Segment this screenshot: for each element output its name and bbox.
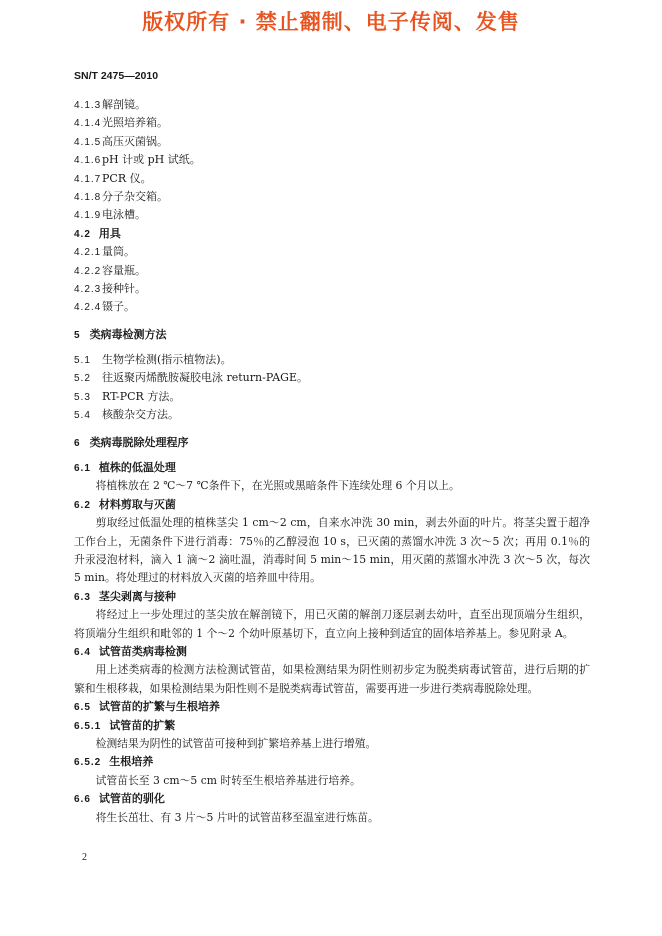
- clause-text: 往返聚丙烯酰胺凝胶电泳 return-PAGE。: [102, 371, 308, 385]
- clause-number: 4.2.3: [74, 283, 102, 295]
- clause-text: 容量瓶。: [102, 263, 146, 277]
- heading-6-5-2: [74, 753, 590, 771]
- heading-title: 用具: [98, 226, 121, 240]
- heading-title: 类病毒检测方法: [89, 327, 167, 341]
- heading-tools: [74, 225, 590, 243]
- clause-text: RT-PCR 方法。: [102, 389, 181, 403]
- list-item: [74, 262, 590, 280]
- clause-text: 解剖镜。: [102, 98, 146, 111]
- heading-6-6: [74, 790, 590, 808]
- heading-number: 6.5.2: [74, 757, 102, 769]
- heading-title: 生根培养: [109, 755, 154, 769]
- list-item: [74, 369, 590, 387]
- clause-number: 4.1.6: [74, 155, 102, 167]
- heading-number: 6.6: [74, 794, 91, 806]
- clause-text: 接种针。: [102, 281, 146, 295]
- heading-title: 茎尖剥离与接种: [98, 589, 176, 603]
- heading-number: 6.5: [74, 702, 91, 714]
- list-item: [74, 188, 590, 206]
- page-body: [74, 96, 590, 827]
- clause-text: 分子杂交箱。: [102, 189, 168, 203]
- list-item: [74, 114, 590, 132]
- list-item: [74, 206, 590, 224]
- clause-text: 高压灭菌锅。: [102, 134, 168, 148]
- list-item: [74, 280, 590, 298]
- heading-title: 材料剪取与灭菌: [98, 497, 176, 511]
- clause-text: 生物学检测(指示植物法)。: [102, 353, 232, 367]
- clause-number: 5.2: [74, 373, 91, 385]
- clause-number: 4.1.7: [74, 173, 102, 185]
- heading-6-2: [74, 496, 590, 514]
- page-number: 2: [82, 852, 87, 863]
- section-heading-5: [74, 326, 590, 344]
- heading-number: 6: [74, 437, 80, 449]
- heading-number: 4.2: [74, 228, 91, 240]
- paragraph: 用上述类病毒的检测方法检测试管苗，如果检测结果为阴性则初步定为脱类病毒试管苗，进行后期的扩繁和生根移栽，如果检测结果为阳性则不是脱类病毒试管苗，需要再进一步进行类病毒脱除处理。: [74, 663, 590, 695]
- standard-code: SN/T 2475—2010: [74, 70, 159, 82]
- heading-title: 试管苗类病毒检测: [98, 645, 187, 659]
- clause-number: 4.1.8: [74, 191, 102, 203]
- clause-text: 量筒。: [102, 245, 135, 259]
- heading-6-1: [74, 459, 590, 477]
- paragraph: 检测结果为阴性的试管苗可接种到扩繁培养基上进行增殖。: [95, 737, 377, 751]
- section-heading-6: [74, 434, 590, 452]
- list-item: [74, 351, 590, 369]
- paragraph: 剪取经过低温处理的植株茎尖 1 cm～2 cm，自来水冲洗 30 min，剥去外面的叶片。将茎尖置于超净工作台上，无菌条件下进行消毒：75％的乙醇浸泡 10 s，已灭菌的蒸馏水冲洗 3 次～5 次；再用 0.1％的升汞浸泡材料，滴入 1 滴～2 滴吐温，消毒时间 5 min～15 min，用灭菌的蒸馏水冲洗 3 次～5 次，每次 5 min。将处理过的材料放入灭菌的培养皿中待用。: [74, 516, 590, 585]
- paragraph: 将经过上一步处理过的茎尖放在解剖镜下，用已灭菌的解剖刀逐层剥去幼叶，直至出现顶端分生组织，将顶端分生组织和毗邻的 1 个～2 个幼叶原基切下，直立向上接种到适宜的固体培养基上。参见附录 A。: [74, 608, 590, 640]
- paragraph: 将生长茁壮、有 3 片～5 片叶的试管苗移至温室进行炼苗。: [95, 810, 379, 824]
- heading-title: 试管苗的驯化: [98, 792, 165, 806]
- clause-text: 核酸杂交方法。: [102, 408, 179, 422]
- heading-number: 6.4: [74, 647, 91, 659]
- clause-text: 光照培养箱。: [102, 116, 168, 130]
- heading-number: 6.1: [74, 463, 91, 475]
- heading-number: 6.2: [74, 499, 91, 511]
- clause-number: 4.1.4: [74, 118, 102, 130]
- heading-title: 试管苗的扩繁与生根培养: [98, 700, 220, 714]
- clause-text: 电泳槽。: [102, 208, 146, 222]
- paragraph: 试管苗长至 3 cm～5 cm 时转至生根培养基进行培养。: [95, 773, 361, 787]
- copyright-banner: 版权所有 · 禁止翻制、电子传阅、发售: [142, 10, 520, 34]
- clause-text: 镊子。: [102, 300, 135, 314]
- clause-text: pH 计或 pH 试纸。: [102, 153, 201, 167]
- clause-number: 5.3: [74, 391, 91, 403]
- list-item: [74, 406, 590, 424]
- heading-6-5: [74, 698, 590, 716]
- clause-number: 4.2.4: [74, 302, 102, 314]
- list-item: [74, 151, 590, 169]
- paragraph: 将植株放在 2 ℃～7 ℃条件下，在光照或黑暗条件下连续处理 6 个月以上。: [95, 479, 460, 493]
- heading-number: 5: [74, 329, 80, 341]
- heading-6-4: [74, 643, 590, 661]
- heading-number: 6.5.1: [74, 720, 102, 732]
- list-item: [74, 298, 590, 316]
- clause-number: 5.1: [74, 355, 91, 367]
- clause-number: 4.1.9: [74, 210, 102, 222]
- clause-number: 5.4: [74, 410, 91, 422]
- clause-number: 4.1.5: [74, 136, 102, 148]
- list-item: [74, 133, 590, 151]
- heading-6-3: [74, 588, 590, 606]
- heading-title: 类病毒脱除处理程序: [89, 435, 189, 449]
- heading-6-5-1: [74, 717, 590, 735]
- clause-text: PCR 仪。: [102, 171, 152, 185]
- clause-number: 4.1.3: [74, 100, 102, 111]
- list-item: [74, 96, 590, 114]
- heading-number: 6.3: [74, 591, 91, 603]
- list-item: [74, 243, 590, 261]
- heading-title: 植株的低温处理: [98, 461, 176, 475]
- heading-title: 试管苗的扩繁: [109, 718, 176, 732]
- clause-number: 4.2.1: [74, 247, 102, 259]
- list-item: [74, 388, 590, 406]
- list-item: [74, 170, 590, 188]
- clause-number: 4.2.2: [74, 265, 102, 277]
